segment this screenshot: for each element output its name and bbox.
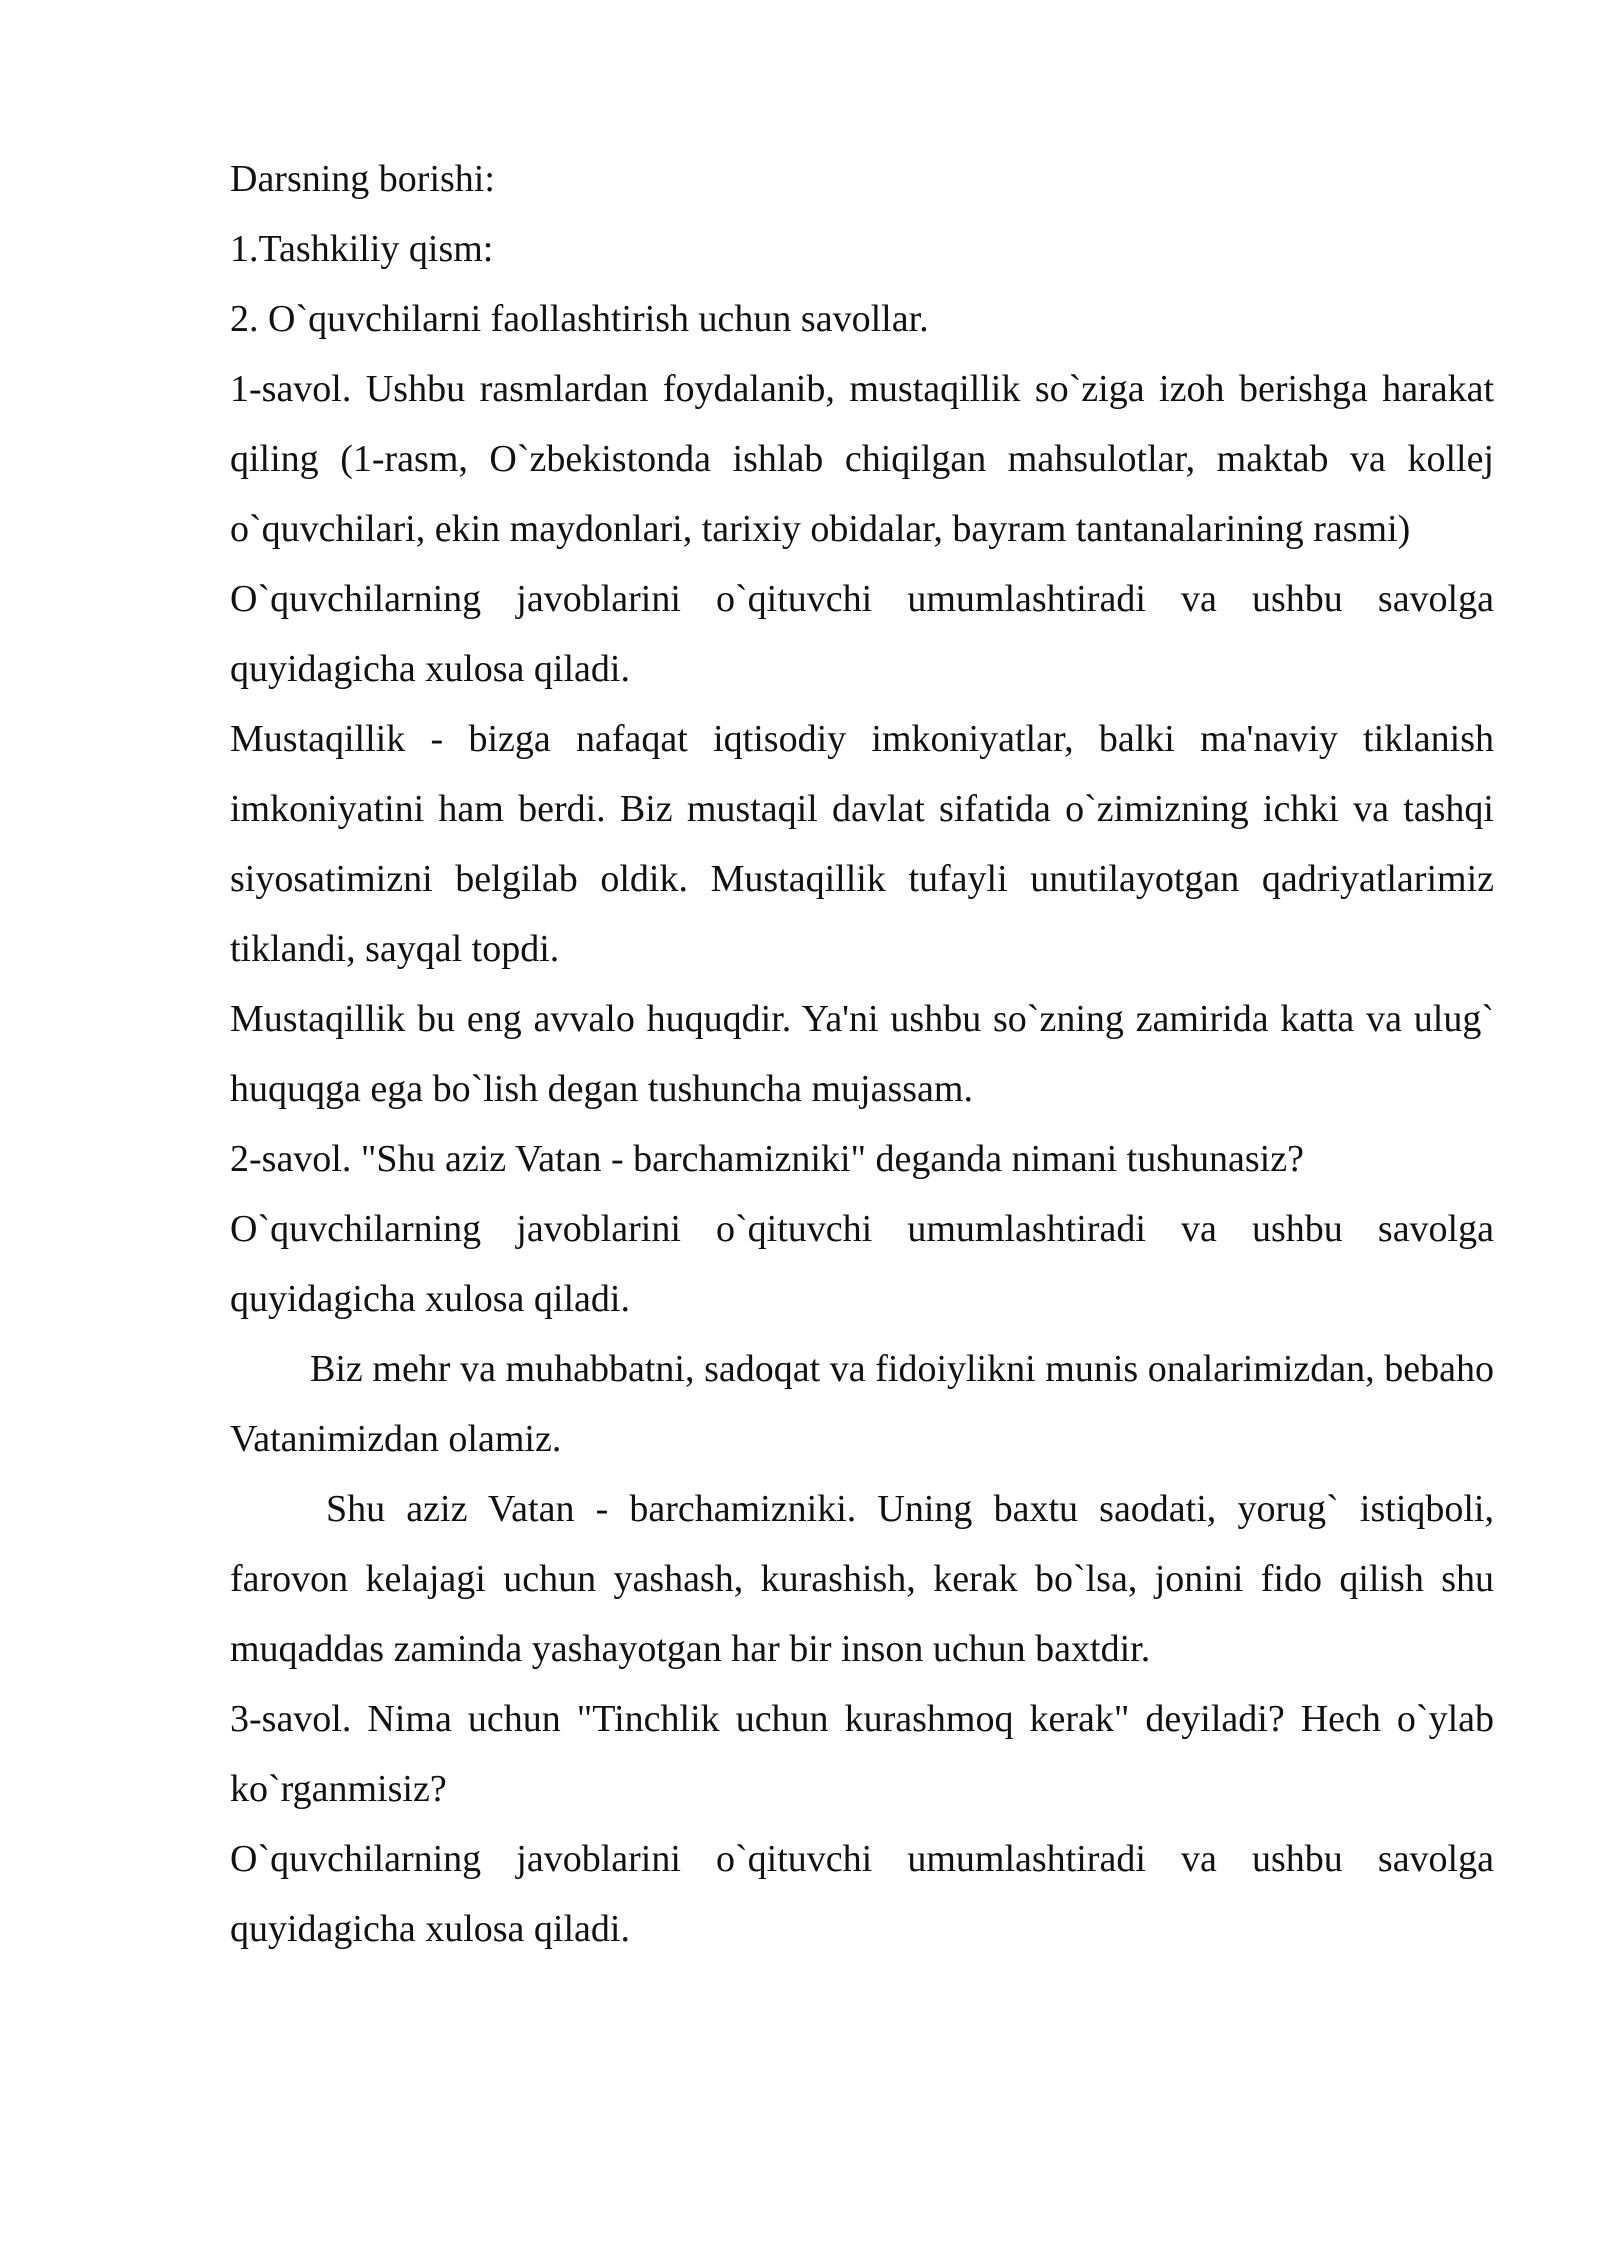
question-2: 2-savol. "Shu aziz Vatan - barchamizniki" deganda nimani tushunasiz? — [230, 1138, 1304, 1180]
teacher-summary-2: O`quvchilarning javoblarini o`qituvchi umumlashtiradi va ushbu savolga quyidagicha xulosa qiladi. — [230, 1208, 1494, 1320]
section-organizational: 1.Tashkiliy qism: — [230, 228, 494, 270]
independence-paragraph-1: Mustaqillik - bizga nafaqat iqtisodiy imkoniyatlar, balki ma'naviy tiklanish imkoniyatini ham berdi. Biz mustaqil davlat sifatida o`zimizning ichki va tashqi siyosatimizni belgilab oldik. Mustaqillik tufayli unutilayotgan qadriyatlarimiz tiklandi, sayqal topdi. — [230, 718, 1494, 970]
homeland-paragraph-1: Biz mehr va muhabbatni, sadoqat va fidoiylikni munis onalarimizdan, bebaho Vatanimizdan olamiz. — [230, 1348, 1494, 1460]
teacher-summary-1: O`quvchilarning javoblarini o`qituvchi umumlashtiradi va ushbu savolga quyidagicha xulosa qiladi. — [230, 578, 1494, 690]
teacher-summary-3: O`quvchilarning javoblarini o`qituvchi umumlashtiradi va ushbu savolga quyidagicha xulosa qiladi. — [230, 1838, 1494, 1950]
document-page — [230, 144, 1494, 1964]
lesson-heading: Darsning borishi: — [230, 158, 495, 200]
independence-paragraph-2: Mustaqillik bu eng avvalo huquqdir. Ya'ni ushbu so`zning zamirida katta va ulug` huquqga ega bo`lish degan tushuncha mujassam. — [230, 998, 1494, 1110]
question-3: 3-savol. Nima uchun "Tinchlik uchun kurashmoq kerak" deyiladi? Hech o`ylab ko`rganmisiz? — [230, 1698, 1494, 1810]
question-1: 1-savol. Ushbu rasmlardan foydalanib, mustaqillik so`ziga izoh berishga harakat qiling (1-rasm, O`zbekistonda ishlab chiqilgan mahsulotlar, maktab va kollej o`quvchilari, ekin maydonlari, tarixiy obidalar, bayram tantanalarining rasmi) — [230, 368, 1494, 550]
section-activation-questions: 2. O`quvchilarni faollashtirish uchun savollar. — [230, 298, 929, 340]
homeland-paragraph-2: Shu aziz Vatan - barchamizniki. Uning baxtu saodati, yorug` istiqboli, farovon kelajagi uchun yashash, kurashish, kerak bo`lsa, jonini fido qilish shu muqaddas zaminda yashayotgan har bir inson uchun baxtdir. — [230, 1488, 1494, 1670]
